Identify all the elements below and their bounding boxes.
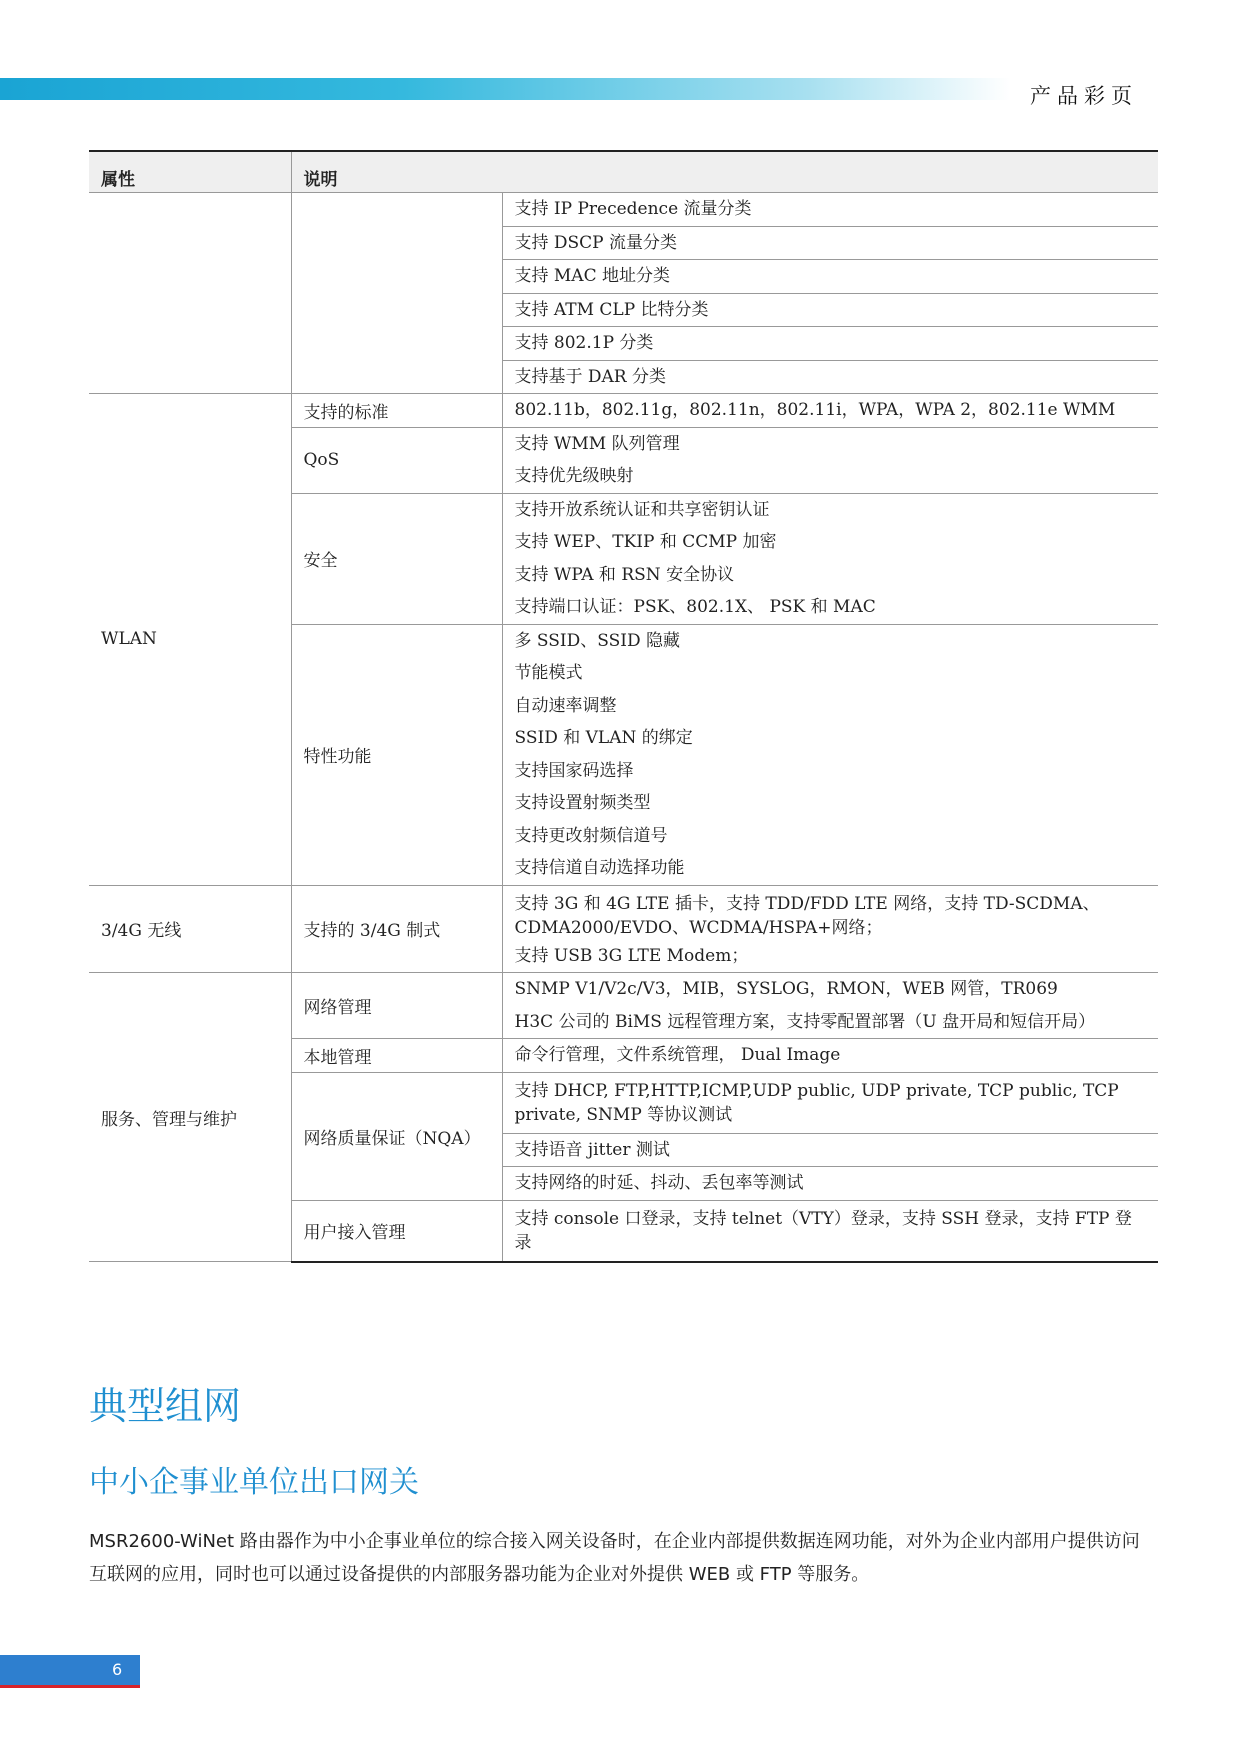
value-cell: 支持 console 口登录，支持 telnet（VTY）登录，支持 SSH 登录，支持 FTP 登录: [502, 1200, 1158, 1262]
value-cell: 支持 ATM CLP 比特分类: [502, 293, 1158, 327]
sub-local: 本地管理: [291, 1039, 502, 1073]
sub-access: 用户接入管理: [291, 1200, 502, 1262]
attr-service: 服务、管理与维护: [89, 973, 291, 1262]
value-cell: 支持 3G 和 4G LTE 插卡，支持 TDD/FDD LTE 网络，支持 TD-SCDMA、CDMA2000/EVDO、WCDMA/HSPA+网络； 支持 USB 3G LTE Modem；: [502, 885, 1158, 973]
section-title: 典型组网: [89, 1384, 242, 1428]
sub-nqa: 网络质量保证（NQA）: [291, 1072, 502, 1200]
attr-cell-empty: [89, 193, 291, 394]
table-row: [89, 394, 1158, 428]
value-cell: 支持语音 jitter 测试: [502, 1133, 1158, 1167]
sub-netmgmt: 网络管理: [291, 973, 502, 1039]
attr-wireless: 3/4G 无线: [89, 885, 291, 973]
value-cell: 支持 802.1P 分类: [502, 327, 1158, 361]
section-paragraph: MSR2600-WiNet 路由器作为中小企事业单位的综合接入网关设备时，在企业内部提供数据连网功能，对外为企业内部用户提供访问互联网的应用，同时也可以通过设备提供的内部服务器功能为企业对外提供 WEB 或 FTP 等服务。: [89, 1531, 1140, 1585]
sub-features: 特性功能: [291, 624, 502, 885]
header-band: [0, 78, 1010, 100]
table-row: [89, 193, 1158, 227]
value-cell: 命令行管理，文件系统管理， Dual Image: [502, 1039, 1158, 1073]
value-cell: SNMP V1/V2c/V3，MIB，SYSLOG，RMON，WEB 网管，TR069 H3C 公司的 BiMS 远程管理方案，支持零配置部署（U 盘开局和短信开局）: [502, 973, 1158, 1039]
value-cell: 支持 MAC 地址分类: [502, 260, 1158, 294]
attr-wlan: WLAN: [89, 394, 291, 886]
value-cell: 支持网络的时延、抖动、丢包率等测试: [502, 1167, 1158, 1201]
table-row: [89, 973, 1158, 1039]
table-row: [89, 885, 1158, 973]
spec-table: [89, 150, 1158, 1263]
value-cell: 支持 DHCP, FTP,HTTP,ICMP,UDP public, UDP private, TCP public, TCP private, SNMP 等协议测试: [502, 1072, 1158, 1133]
value-cell: 802.11b，802.11g，802.11n，802.11i，WPA，WPA 2，802.11e WMM: [502, 394, 1158, 428]
page-number: 6: [112, 1660, 123, 1679]
sub-cell-empty: [291, 193, 502, 394]
sub-wireless: 支持的 3/4G 制式: [291, 885, 502, 973]
value-cell: 支持基于 DAR 分类: [502, 360, 1158, 394]
header-attr: 属性: [89, 151, 291, 193]
value-cell: 支持 WMM 队列管理 支持优先级映射: [502, 427, 1158, 493]
header-desc: 说明: [291, 151, 1158, 193]
value-cell: 支持 IP Precedence 流量分类: [502, 193, 1158, 227]
value-cell: 多 SSID、SSID 隐藏 节能模式 自动速率调整 SSID 和 VLAN 的绑定 支持国家码选择 支持设置射频类型 支持更改射频信道号 支持信道自动选择功能: [502, 624, 1158, 885]
header-title: 产品彩页: [1030, 84, 1138, 108]
table-header-row: [89, 151, 1158, 193]
section-subtitle: 中小企事业单位出口网关: [89, 1465, 419, 1500]
value-cell: 支持开放系统认证和共享密钥认证 支持 WEP、TKIP 和 CCMP 加密 支持 WPA 和 RSN 安全协议 支持端口认证：PSK、802.1X、 PSK 和 MAC: [502, 493, 1158, 624]
value-cell: 支持 DSCP 流量分类: [502, 226, 1158, 260]
sub-qos: QoS: [291, 427, 502, 493]
sub-standard: 支持的标准: [291, 394, 502, 428]
sub-security: 安全: [291, 493, 502, 624]
